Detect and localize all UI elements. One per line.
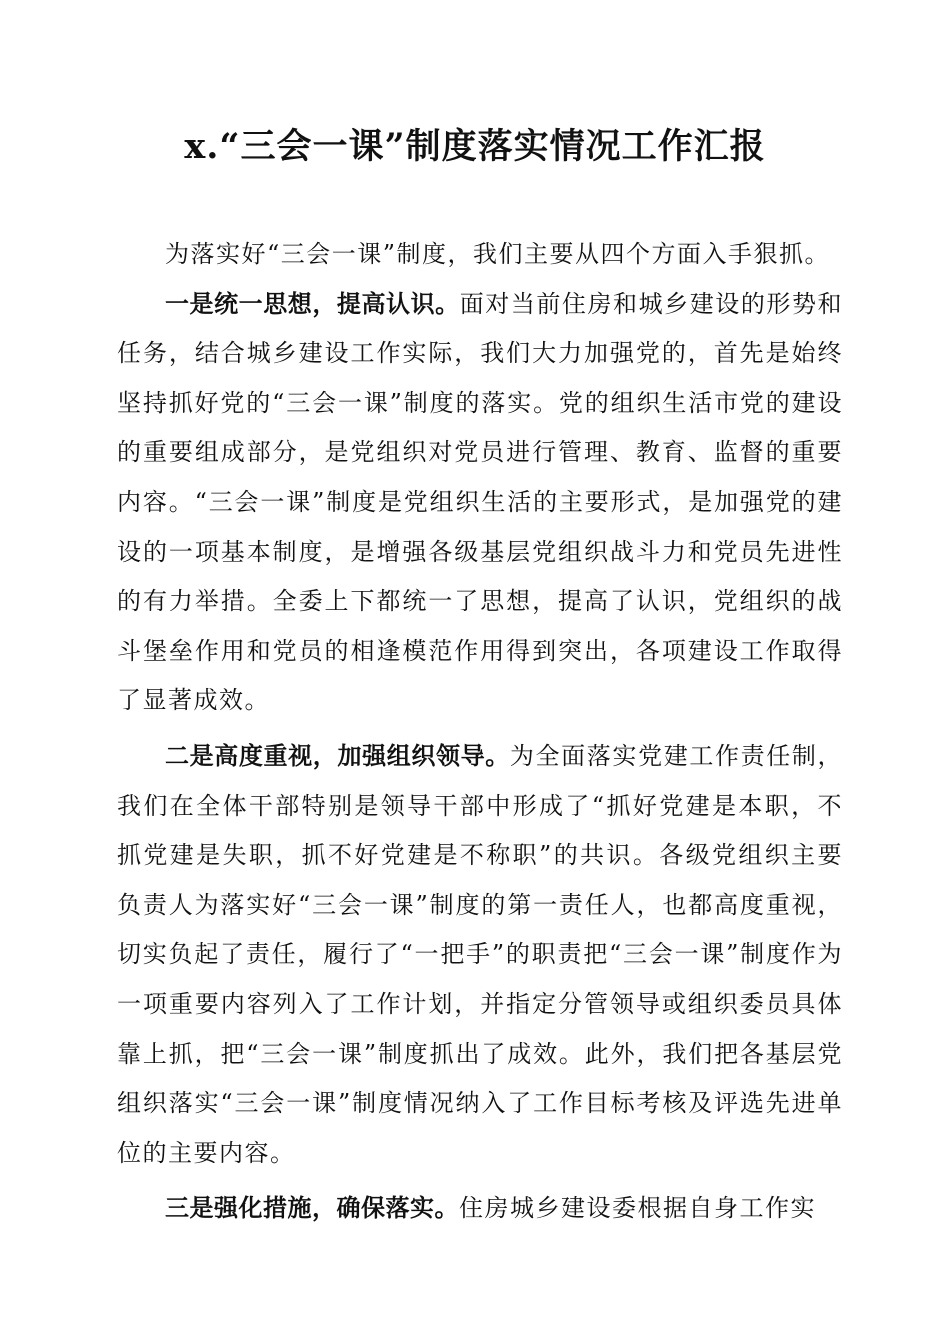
document-title: x.“三会一课”制度落实情况工作汇报 [184, 126, 766, 167]
section-lead-3: 三是强化措施，确保落实。 [165, 1194, 459, 1223]
section-text-3: 住房城乡建设委根据自身工作实 [459, 1194, 816, 1223]
section-paragraph-1 [117, 280, 843, 726]
section-paragraph-3 [117, 1184, 843, 1234]
section-lead-1: 一是统一思想，提高认识。 [165, 289, 460, 318]
document-body [117, 230, 843, 1234]
section-text-2: 为全面落实党建工作责任制，我们在全体干部特别是领导干部中形成了“抓好党建是本职，不抓党建是失职，抓不好党建是不称职”的共识。各级党组织主要负责人为落实好“三会一课”制度的第一责任人，也都高度重视，切实负起了责任，履行了“一把手”的职责把“三会一课”制度作为一项重要内容列入了工作计划，并指定分管领导或组织委员具体靠上抓，把“三会一课”制度抓出了成效。此外，我们把各基层党组织落实“三会一课”制度情况纳入了工作目标考核及评选先进单位的主要内容。 [117, 741, 844, 1167]
section-paragraph-2 [117, 732, 843, 1178]
section-lead-2: 二是高度重视，加强组织领导。 [165, 741, 510, 770]
section-text-1: 面对当前住房和城乡建设的形势和任务，结合城乡建设工作实际，我们大力加强党的，首先是始终坚持抓好党的“三会一课”制度的落实。党的组织生活市党的建设的重要组成部分，是党组织对党员进行管理、教育、监督的重要内容。“三会一课”制度是党组织生活的主要形式，是加强党的建设的一项基本制度，是增强各级基层党组织战斗力和党员先进性的有力举措。全委上下都统一了思想，提高了认识，党组织的战斗堡垒作用和党员的相逢模范作用得到突出，各项建设工作取得了显著成效。 [117, 289, 844, 715]
intro-paragraph: 为落实好“三会一课”制度，我们主要从四个方面入手狠抓。 [165, 240, 831, 268]
